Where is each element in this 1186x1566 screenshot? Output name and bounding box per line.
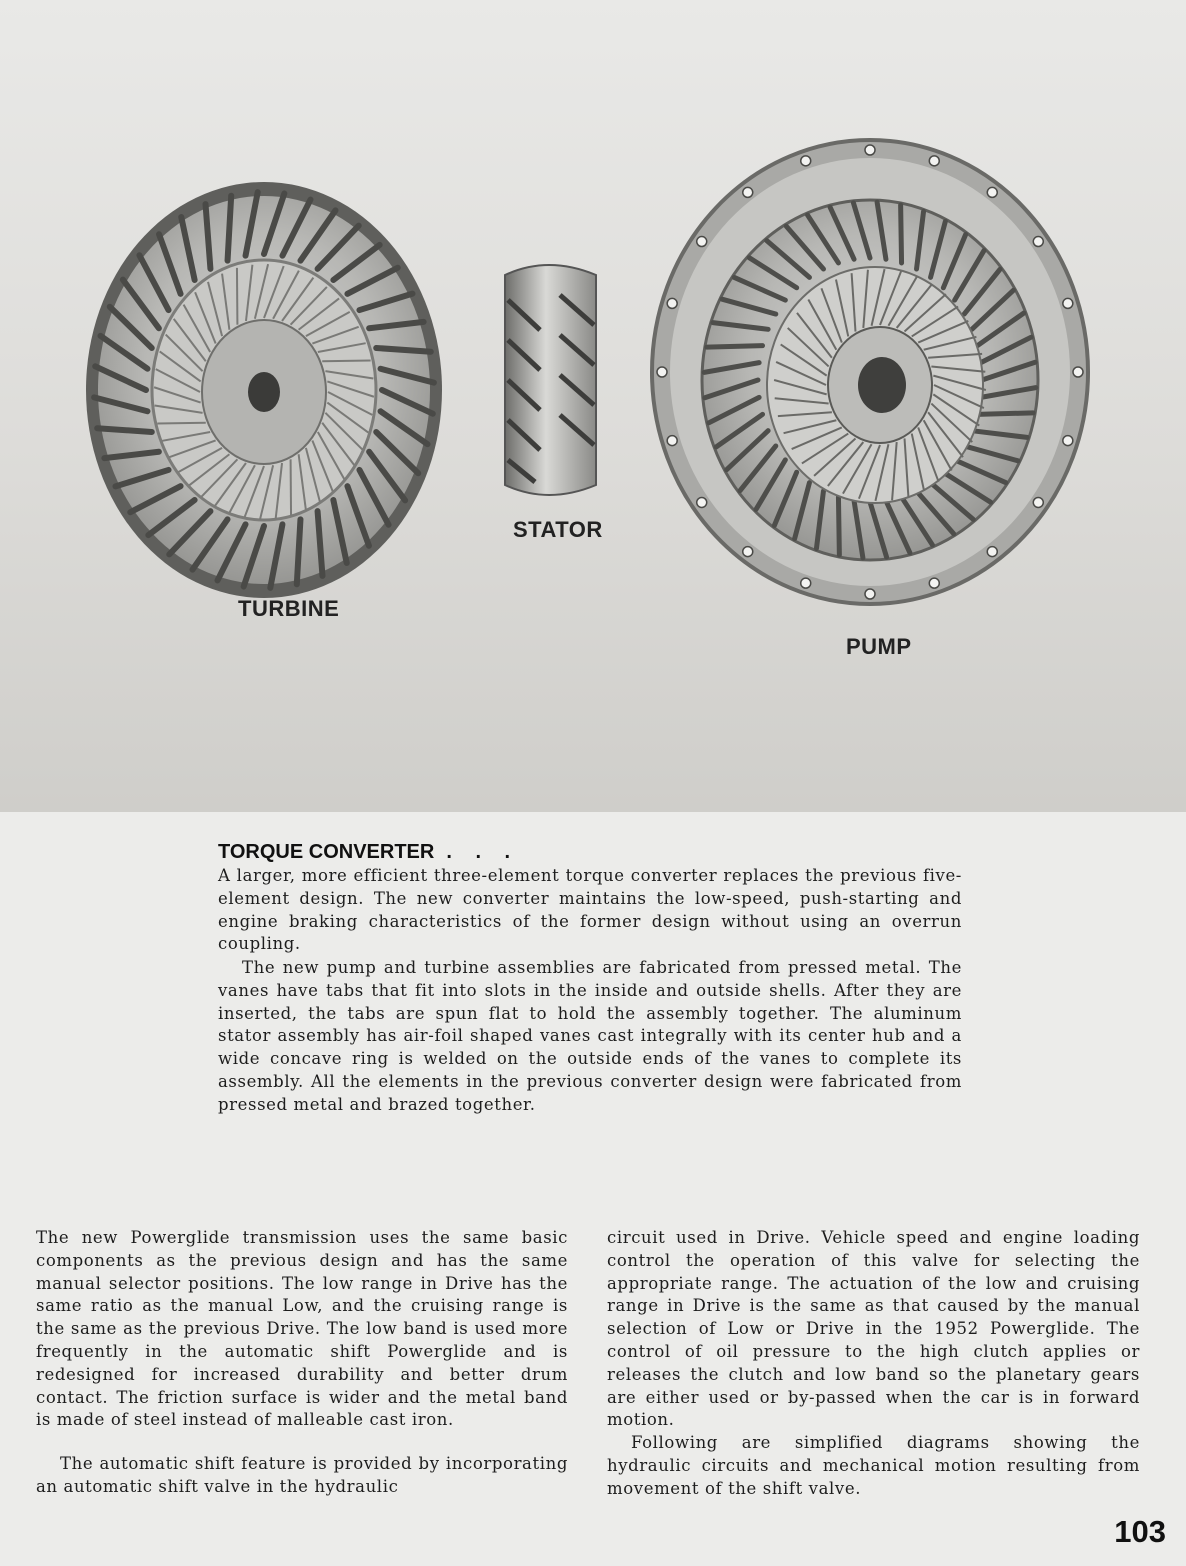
turbine-label: TURBINE [238,596,340,621]
turbine-image [86,182,442,598]
heading-text: TORQUE CONVERTER [218,841,435,863]
heading-dots: . . . [446,841,520,863]
left-column-paragraph-1: The new Powerglide transmission uses the same basic components as the previous design and has the same manual selector positions. The low range in Drive has the same ratio as the manual Low, and the cruising range is the same as the previous Drive. The low band is used more frequently in the automatic shift Powerglide and is redesigned for increased durability and better drum contact. The friction surface is wider and the metal band is made of steel instead of malleable cast iron. [36,1228,568,1430]
right-column-paragraph-1: circuit used in Drive. Vehicle speed and engine loading control the operation of this valve for selecting the appropriate range. The actuation of the low and cruising range in Drive is the same as that caused by the manual selection of Low or Drive in the 1952 Powerglide. The control of oil pressure to the high clutch applies or releases the clutch and low band so the planetary gears are either used or by-passed when the car is in forward motion. [607,1228,1140,1430]
pump-image [652,140,1088,604]
assembly-paragraph: The new pump and turbine assemblies are fabricated from pressed metal. The vanes have tabs that fit into slots in the inside and outside shells. After they are inserted, the tabs are spun flat to hold the assembly together. The aluminum stator assembly has air-foil shaped vanes cast integrally with its center hub and a wide concave ring is welded on the outside ends of the vanes to complete its assembly. All the elements in the previous converter design were fabricated from pressed metal and brazed together. [218,958,962,1114]
pump-label: PUMP [846,634,912,659]
left-column-paragraph-2: The automatic shift feature is provided by incorporating an automatic shift valve in the hydraulic [36,1454,568,1496]
stator-image [505,265,596,495]
section-heading [218,841,519,864]
page-number: 103 [1114,1514,1166,1549]
intro-paragraph: A larger, more efficient three-element torque converter replaces the previous five-element design. The new converter maintains the low-speed, push-starting and engine braking characteristics of the former design without using an overrun coupling. [218,866,962,954]
stator-label: STATOR [513,517,603,542]
right-column-paragraph-2: Following are simplified diagrams showing the hydraulic circuits and mechanical motion resulting from movement of the shift valve. [607,1433,1140,1498]
